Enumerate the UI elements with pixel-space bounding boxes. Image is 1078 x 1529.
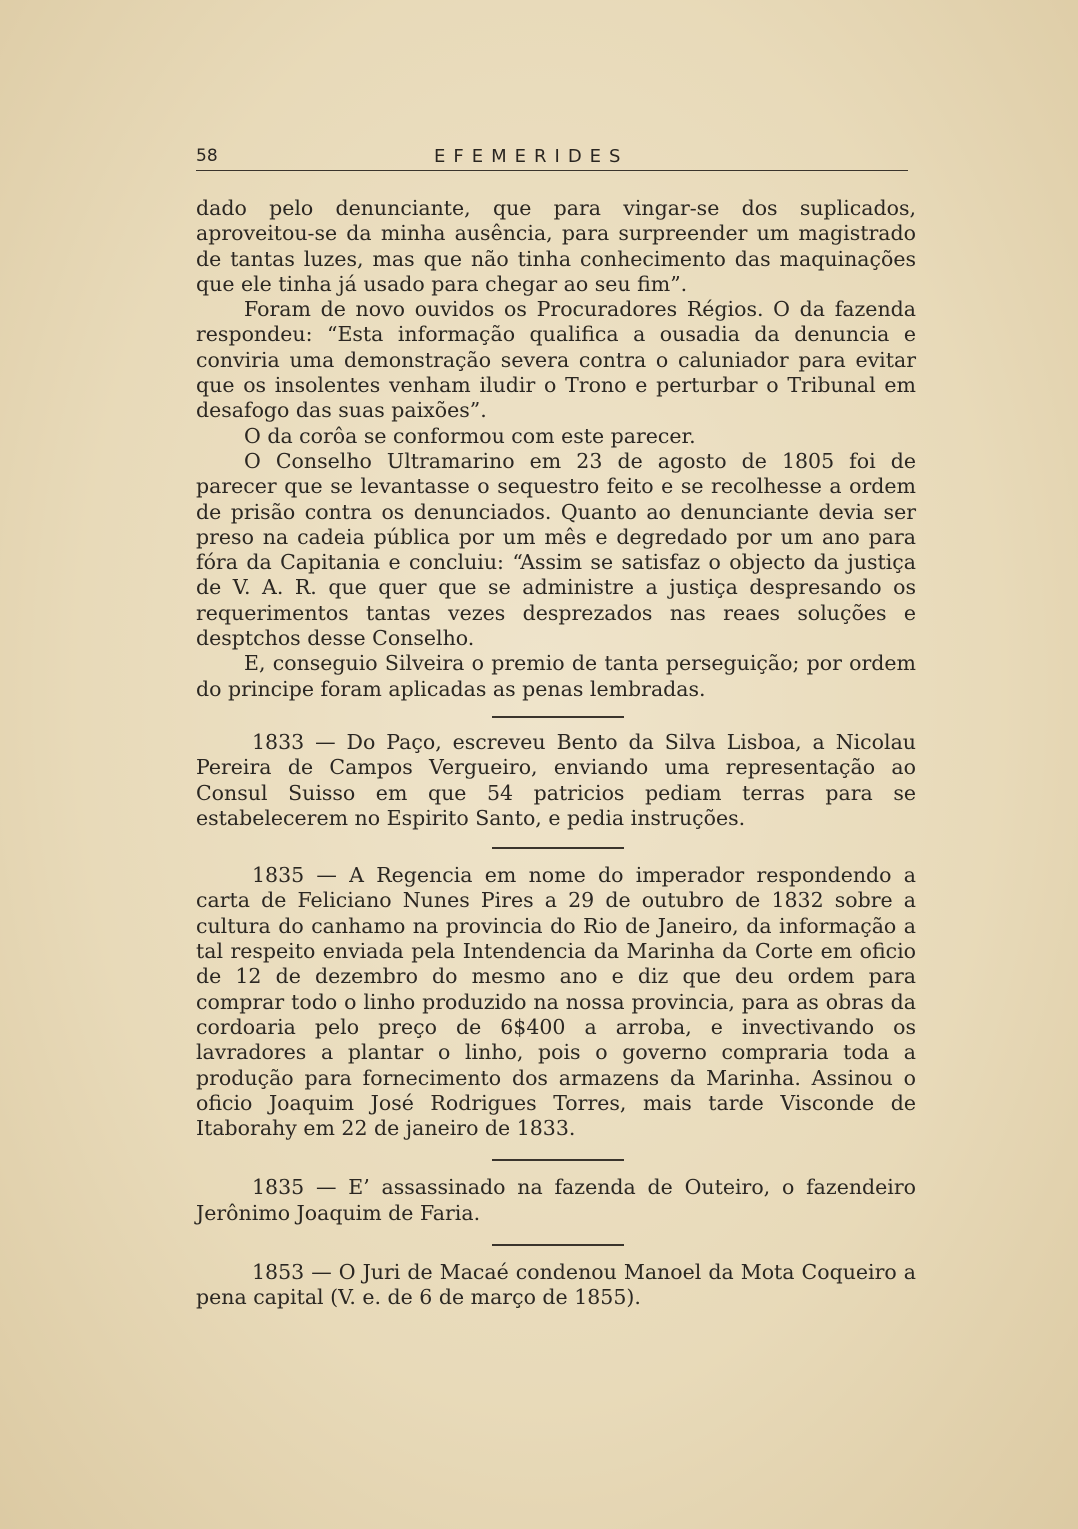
entry-separator [492, 1244, 624, 1246]
paragraph-corea: O da corôa se conformou com este parecer. [244, 423, 696, 448]
running-title: EFEMERIDES [434, 146, 629, 167]
entry-1853: 1853 — O Juri de Macaé condenou Manoel da Mota Coqueiro a pena capital (V. e. de 6 de março de 1855). [196, 1259, 916, 1310]
entry-separator [492, 1159, 624, 1161]
entry-1833: 1833 — Do Paço, escreveu Bento da Silva Lisboa, a Nicolau Pereira de Campos Vergueiro, enviando uma representação ao Consul Suisso em que 54 patricios pediam terras para se estabelecerem no Espirito Santo, e pedia instruções. [196, 729, 916, 830]
paragraph-silveira: E, conseguio Silveira o premio de tanta perseguição; por ordem do principe foram aplicadas as penas lembradas. [196, 651, 916, 701]
page-number: 58 [196, 146, 218, 166]
entry-separator [492, 716, 624, 718]
entry-separator [492, 847, 624, 849]
entry-1835-outeiro: 1835 — E’ assassinado na fazenda de Outeiro, o fazendeiro Jerônimo Joaquim de Faria. [196, 1175, 916, 1225]
page-header [196, 146, 908, 172]
paragraph-procuradores: Foram de novo ouvidos os Procuradores Régios. O da fazenda respondeu: “Esta informação qualifica a ousadia da denuncia e conviria uma demonstração severa contra o caluniador para evitar que os insolentes venham iludir o Trono e perturbar o Tribunal em desafogo das suas paixões”. [196, 297, 916, 423]
paragraph-conselho: O Conselho Ultramarino em 23 de agosto de 1805 foi de parecer que se levantasse o sequestro feito e se recolhesse a ordem de prisão contra os denunciados. Quanto ao denunciante devia ser preso na cadeia pública por um mês e degredado por um ano para fóra da Capitania e concluiu: “Assim se satisfaz o objecto da justiça de V. A. R. que quer que se administre a justiça despresando os requerimentos tantas vezes desprezados nas reaes soluções e desptchos desse Conselho. [196, 448, 916, 651]
entry-1835-regencia: 1835 — A Regencia em nome do imperador respondendo a carta de Feliciano Nunes Pires a 29 de outubro de 1832 sobre a cultura do canhamo na provincia do Rio de Janeiro, da informação a tal respeito enviada pela Intendencia da Marinha da Corte em oficio de 12 de dezembro do mesmo ano e diz que deu ordem para comprar todo o linho produzido na nossa provincia, para as obras da cordoaria pelo preço de 6$400 a arroba, e invectivando os lavradores a plantar o linho, pois o governo compraria toda a produção para fornecimento dos armazens da Marinha. Assinou o oficio Joaquim José Rodrigues Torres, mais tarde Visconde de Itaborahy em 22 de janeiro de 1833. [196, 863, 916, 1141]
page-body [196, 196, 916, 1311]
paragraph-continuation: dado pelo denunciante, que para vingar-se dos suplicados, aproveitou-se da minha ausência, para surpreender um magistrado de tantas luzes, mas que não tinha conhecimento das maquinações que ele tinha já usado para chegar ao seu fim”. [196, 196, 916, 296]
header-rule [196, 170, 908, 171]
